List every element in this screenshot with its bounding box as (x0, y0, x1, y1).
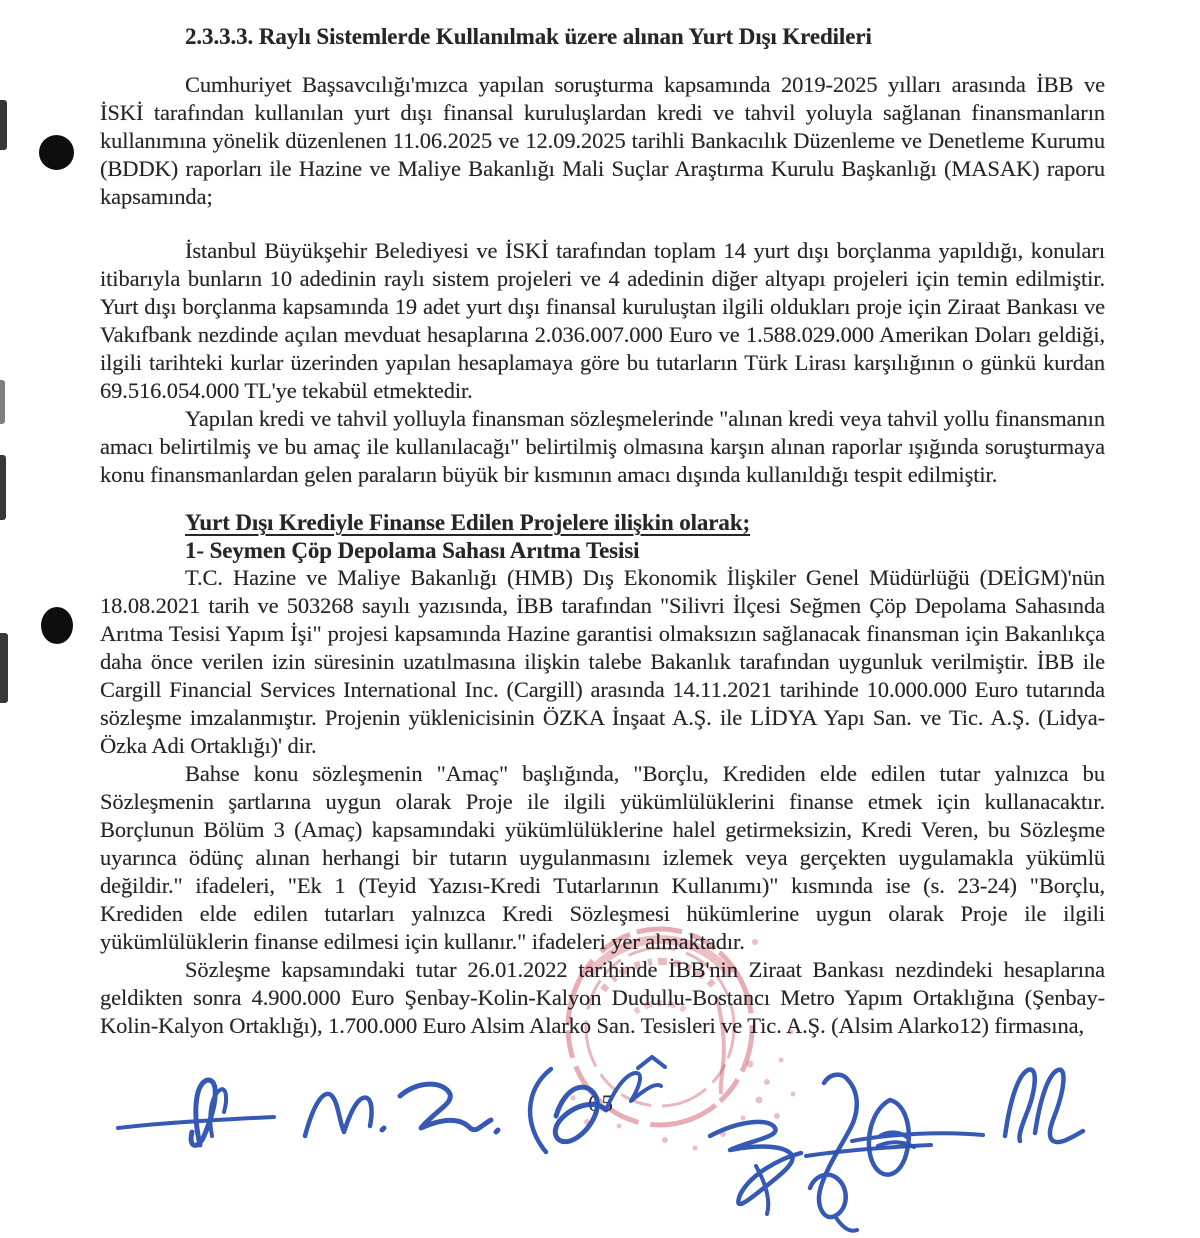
project-heading: 1- Seymen Çöp Depolama Sahası Arıtma Tesisi (185, 538, 640, 563)
scan-edge-artifact (0, 455, 6, 520)
paragraph-borrowing-summary: İstanbul Büyükşehir Belediyesi ve İSKİ tarafından toplam 14 yurt dışı borçlanma yapıldığı, konuları itibarıyla bunların 10 adedinin raylı sistem projeleri ve 4 adedinin diğer altyapı projeleri için temin edilmiştir. Yurt dışı borçlanma kapsamında 19 adet yurt dışı finansal kuruluştan ilgili oldukları proje için Ziraat Bankası ve Vakıfbank nezdinde açılan mevduat hesaplarına 2.036.007.000 Euro ve 1.588.029.000 Amerikan Doları geldiği, ilgili tarihteki kurlar üzerinden yapılan hesaplamaya göre bu tutarların Türk Lirası karşılığının o günkü kurdan 69.516.054.000 TL'ye tekabül etmektedir. (100, 238, 1105, 403)
signature (710, 1122, 931, 1214)
signature (1005, 1070, 1083, 1143)
page-number: 65 (588, 1091, 615, 1116)
scan-edge-artifact (0, 100, 7, 150)
paragraph-contract-purpose: Bahse konu sözleşmenin "Amaç" başlığında, "Borçlu, Krediden elde edilen tutar yalnızca bu Sözleşmenin şartlarına uygun olarak Proje ile ilgili yükümlülüklerini finanse etmek için kullanacaktır. Borçlunun Bölüm 3 (Amaç) kapsamındaki yükümlülüklerine halel getirmeksizin, Kredi Veren, bu Sözleşme uyarınca ödünç alınan herhangi bir tutarın uygulanmasını izlemek veya gerçekten uygulamakla yükümlü değildir." ifadeleri, "Ek 1 (Teyid Yazısı-Kredi Tutarlarının Kullanımı)" kısmında ise (s. 23-24) "Borçlu, Krediden elde edilen tutarları yalnızca Kredi Sözleşmesi hükümlerine uygun olarak Proje ile ilgili yükümlülüklerin finanse edilmesi için kullanır." ifadeleri yer almaktadır. (100, 761, 1105, 954)
paragraph-project-detail: T.C. Hazine ve Maliye Bakanlığı (HMB) Dış Ekonomik İlişkiler Genel Müdürlüğü (DEİGM)'nün 18.08.2021 tarih ve 503268 sayılı yazısında, İBB tarafından "Silivri İlçesi Seğmen Çöp Depolama Sahasında Arıtma Tesisi Yapım İşi" projesi kapsamında Hazine garantisi olmaksızın sağlanacak finansman için Bakanlıkça daha önce verilen izin süresinin uzatılmasına ilişkin talebe Bakanlık tarafından uygunluk verilmiştir. İBB ile Cargill Financial Services International Inc. (Cargill) arasında 14.11.2021 tarihinde 10.000.000 Euro tutarında sözleşme imzalanmıştır. Projenin yüklenicisinin ÖZKA İnşaat A.Ş. ile LİDYA Yapı San. ve Tic. A.Ş. (Lidya-Özka Adi Ortaklığı)' dir. (100, 565, 1105, 758)
signature (305, 1084, 498, 1136)
paragraph-transfers: Sözleşme kapsamındaki tutar 26.01.2022 tarihinde İBB'nin Ziraat Bankası nezdindeki hesaplarına geldikten sonra 4.900.000 Euro Şenbay-Kolin-Kalyon Dudullu-Bostancı Metro Yapım Ortaklığına (Şenbay-Kolin-Kalyon Ortaklığı), 1.700.000 Euro Alsim Alarko San. Tesisleri ve Tic. A.Ş. (Alsim Alarko12) firmasına, (100, 957, 1105, 1038)
subsection-heading: Yurt Dışı Krediyle Finanse Edilen Projelere ilişkin olarak; (185, 510, 751, 535)
paragraph-intro: Cumhuriyet Başsavcılığı'mızca yapılan soruşturma kapsamında 2019-2025 yılları arasında İBB ve İSKİ tarafından kullanılan yurt dışı finansal kuruluşlardan kredi ve tahvil yoluyla sağlanan finansmanların kullanımına yönelik düzenlenen 11.06.2025 ve 12.09.2025 tarihli Bankacılık Düzenleme ve Denetleme Kurumu (BDDK) raporları ile Hazine ve Maliye Bakanlığı Mali Suçlar Araştırma Kurulu Başkanlığı (MASAK) raporu kapsamında; (100, 72, 1105, 209)
hole-punch-dot-icon (39, 135, 74, 170)
signatures-row (100, 1040, 1100, 1238)
scan-edge-artifact (0, 633, 8, 703)
signature (810, 1075, 857, 1231)
signature (852, 1100, 983, 1175)
signature (118, 1080, 274, 1145)
scan-edge-artifact (0, 380, 5, 424)
section-heading: 2.3.3.3. Raylı Sistemlerde Kullanılmak üzere alınan Yurt Dışı Kredileri (185, 24, 872, 49)
document-body (100, 22, 1105, 1040)
paragraph-findings: Yapılan kredi ve tahvil yolluyla finansman sözleşmelerinde "alınan kredi veya tahvil yollu finansmanın amacı belirtilmiş ve bu amaç ile kullanılacağı" belirtilmiş olmasına karşın alınan raporlar ışığında soruşturmaya konu finansmanlardan gelen paraların büyük bir kısmının amacı dışında kullanıldığı tespit edilmiştir. (100, 406, 1105, 487)
hole-punch-dot-icon (41, 607, 73, 644)
